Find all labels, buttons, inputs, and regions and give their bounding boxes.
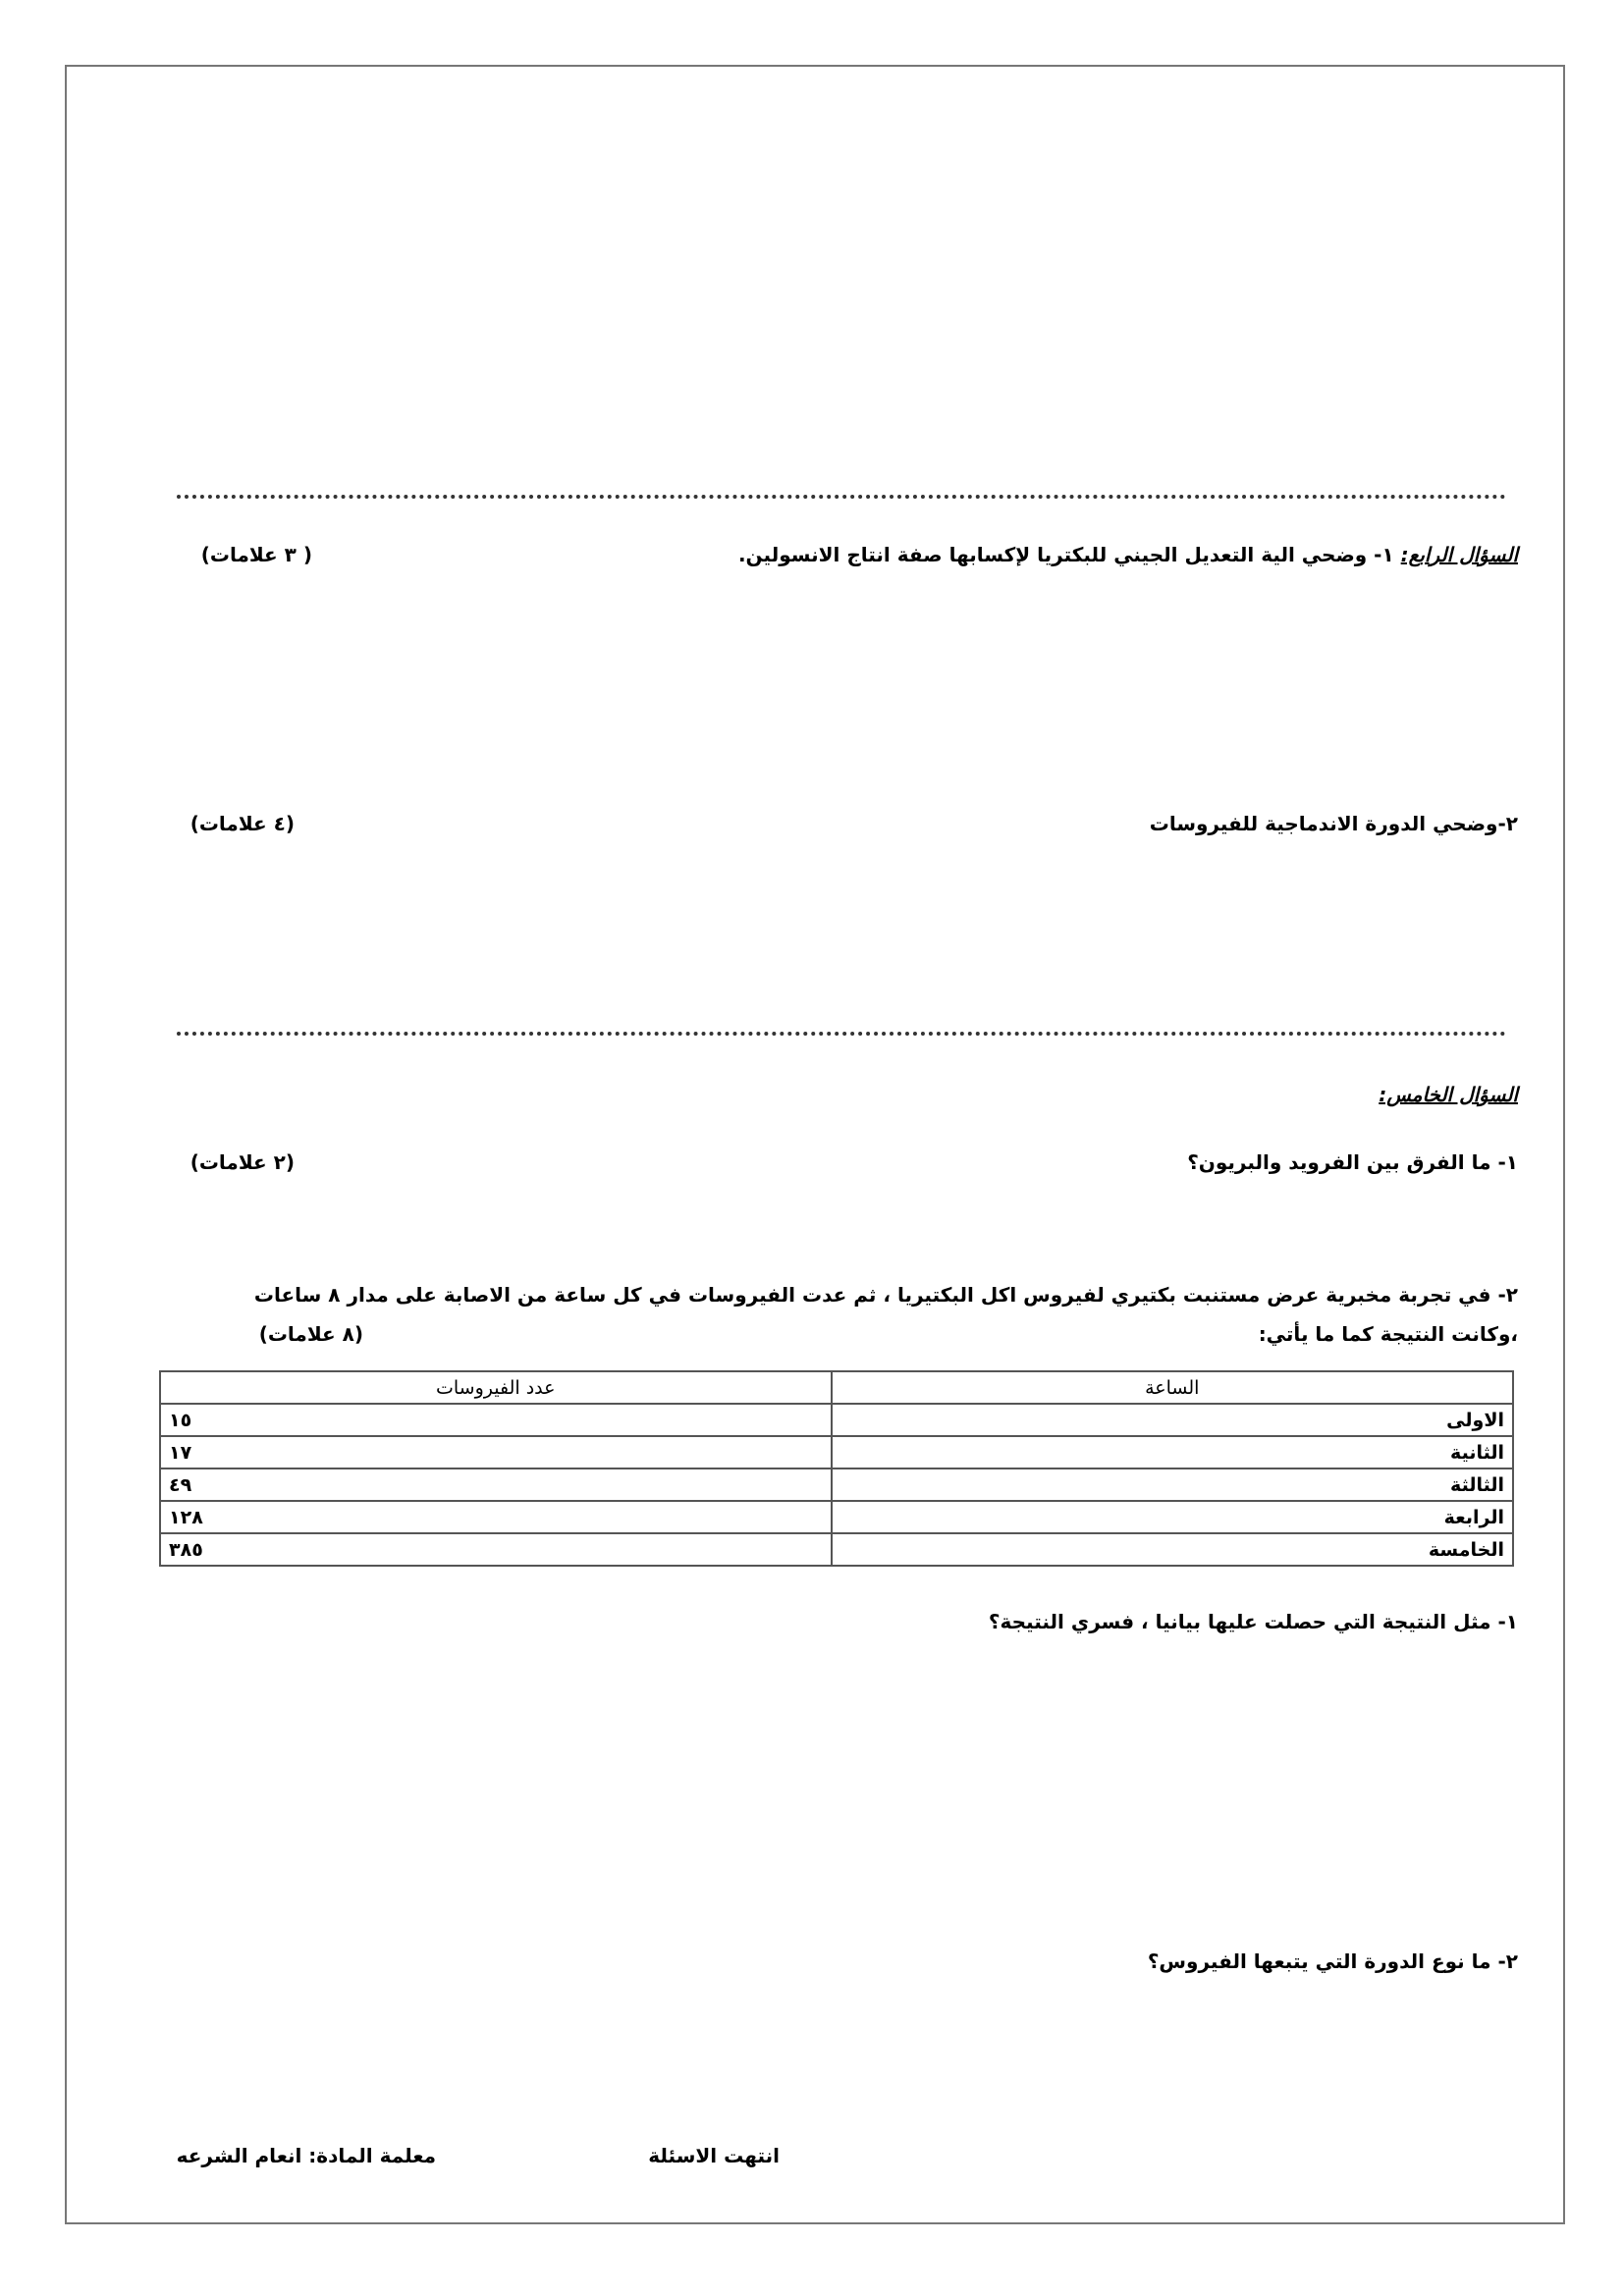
column-header-count: عدد الفيروسات — [160, 1371, 832, 1404]
dotted-separator — [177, 1032, 1506, 1036]
q4-item2: ٢-وضحي الدورة الاندماجية للفيروسات — [1149, 812, 1518, 835]
column-header-hour: الساعة — [832, 1371, 1514, 1404]
count-cell: ١٢٨ — [160, 1501, 832, 1533]
teacher-name: معلمة المادة: انعام الشرعه — [176, 2144, 436, 2167]
table-row — [160, 1404, 1513, 1436]
dotted-separator — [177, 495, 1506, 499]
page-border — [65, 65, 1565, 2224]
q5-item1-marks: (٢ علامات) — [189, 1150, 295, 1174]
q4-item1-marks: ( ٣ علامات) — [200, 543, 312, 566]
count-cell: ١٧ — [160, 1436, 832, 1468]
hour-cell: الثالثة — [832, 1468, 1514, 1501]
q4-line1 — [634, 543, 1518, 566]
q4-heading: السؤال الرابع: — [1400, 543, 1518, 566]
q5-heading: السؤال الخامس: — [1379, 1083, 1518, 1106]
hour-cell: الرابعة — [832, 1501, 1514, 1533]
q4-item1: ١- وضحي الية التعديل الجيني للبكتريا لإكسابها صفة انتاج الانسولين. — [737, 543, 1394, 566]
q5-item2-line2: ،وكانت النتيجة كما ما يأتي: — [1258, 1322, 1518, 1346]
table-row — [160, 1533, 1513, 1566]
q5-sub2: ٢- ما نوع الدورة التي يتبعها الفيروس؟ — [1147, 1949, 1518, 1973]
count-cell: ١٥ — [160, 1404, 832, 1436]
table-row — [160, 1436, 1513, 1468]
hour-cell: الاولى — [832, 1404, 1514, 1436]
hour-cell: الخامسة — [832, 1533, 1514, 1566]
q5-sub1: ١- مثل النتيجة التي حصلت عليها بيانيا ، فسري النتيجة؟ — [988, 1610, 1518, 1633]
q5-item2-line1: ٢- في تجربة مخبرية عرض مستنبت بكتيري لفيروس اكل البكتيريا ، ثم عدت الفيروسات في كل ساعة من الاصابة على مدار ٨ ساعات — [253, 1283, 1518, 1307]
table-header-row — [160, 1371, 1513, 1404]
end-of-questions: انتهت الاسئلة — [648, 2144, 780, 2167]
count-cell: ٤٩ — [160, 1468, 832, 1501]
q4-item2-marks: (٤ علامات) — [189, 812, 295, 835]
virus-count-table — [159, 1370, 1514, 1567]
count-cell: ٣٨٥ — [160, 1533, 832, 1566]
table-row — [160, 1468, 1513, 1501]
q5-item2-marks: (٨ علامات) — [258, 1322, 363, 1346]
hour-cell: الثانية — [832, 1436, 1514, 1468]
q5-item1: ١- ما الفرق بين الفرويد والبريون؟ — [1187, 1150, 1518, 1174]
table-row — [160, 1501, 1513, 1533]
